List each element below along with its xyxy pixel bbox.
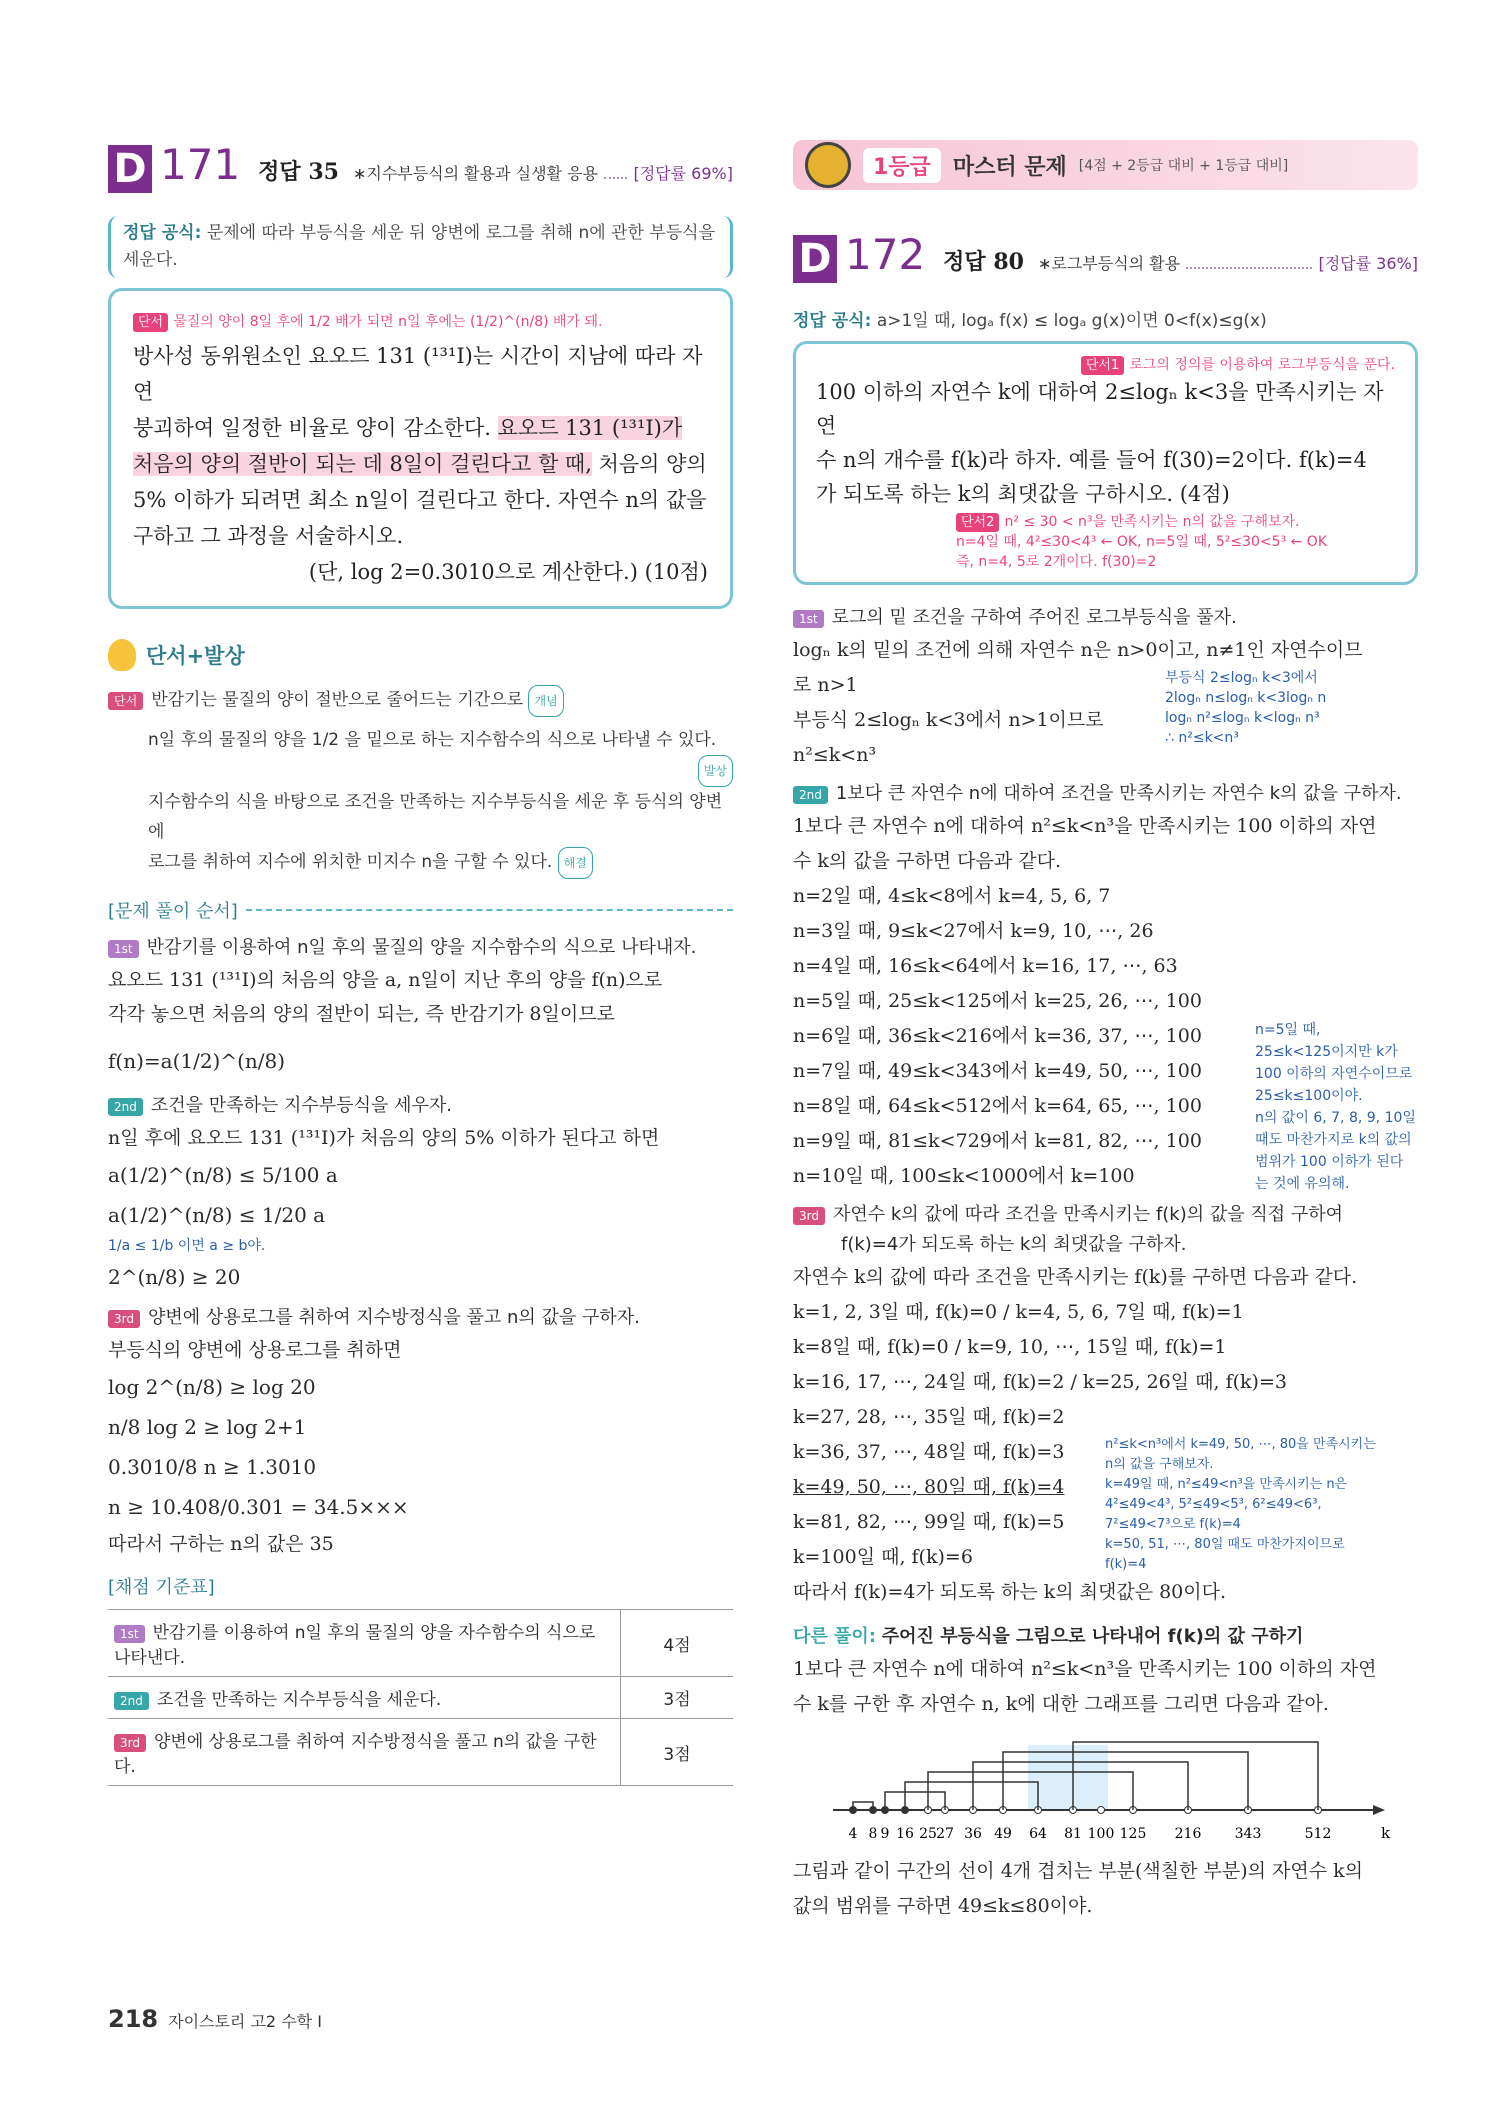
case-line: n=6일 때, 36≤k<216에서 k=36, 37, ⋯, 100 [793,1025,1202,1047]
grading-table [108,1609,733,1786]
side-note-line: n=5일 때, [1255,1022,1321,1038]
step-line: 따라서 구하는 n의 값은 35 [108,1533,334,1555]
hint-section-title [108,639,733,671]
question-text [133,338,708,590]
dot-leader [604,167,627,179]
highlight: 요오드 131 (¹³¹I)가 [497,416,683,440]
formula-line: a(1/2)^(n/8) ≤ 1/20 a [108,1203,326,1227]
case-line: n=10일 때, 100≤k<1000에서 k=100 [793,1165,1135,1187]
hint-text: 반감기는 물질의 양이 절반으로 줄어드는 기간으로 [151,690,524,710]
step-badge: 3rd [114,1734,146,1752]
question-fragment: 붕괴하여 일정한 비율로 양이 감소한다. [133,416,491,440]
step-line: 자연수 k의 값에 따라 조건을 만족시키는 f(k)를 구하면 다음과 같다. [793,1266,1358,1288]
alt-line: 값의 범위를 구하면 49≤k≤80이야. [793,1895,1093,1917]
fk-line: k=8일 때, f(k)=0 / k=9, 10, ⋯, 15일 때, f(k)=1 [793,1336,1227,1358]
problem-171 [108,140,733,1786]
solution-order-title [108,897,733,923]
hint-line: 지수함수의 식을 바탕으로 조건을 만족하는 지수부등식을 세운 후 등식의 양변에 [148,792,723,842]
fk-line: k=16, 17, ⋯, 24일 때, f(k)=2 / k=25, 26일 때, f(k)=3 [793,1371,1287,1393]
fk-line: k=1, 2, 3일 때, f(k)=0 / k=4, 5, 6, 7일 때, f(k)=1 [793,1301,1244,1323]
step-title: 로그의 밑 조건을 구하여 주어진 로그부등식을 풀자. [831,607,1237,628]
table-cell [108,1719,621,1786]
step-badge: 1st [793,610,824,628]
correct-rate: [정답률 69%] [633,164,733,183]
side-note [1255,1019,1416,1195]
hint-note: n² ≤ 30 < n³을 만족시키는 n의 값을 구해보자. [1004,514,1300,530]
question-line: 5% 이하가 되려면 최소 n일이 걸린다고 한다. 자연수 n의 값을 [133,488,707,512]
answer-formula [108,216,733,278]
table-row [108,1677,733,1719]
grade-text: 조건을 만족하는 지수부등식을 세운다. [156,1690,442,1710]
step-line: 각각 놓으면 처음의 양의 절반이 되는, 즉 반감기가 8일이므로 [108,1003,615,1025]
side-note-line: 25≤k≤100이야. [1255,1088,1363,1104]
side-note-line: 범위가 100 이하가 된다 [1255,1154,1404,1170]
topic: ∗로그부등식의 활용 [1037,254,1181,273]
answer: 정답 35 [258,159,339,185]
step-badge: 2nd [114,1692,149,1710]
side-note-line: 는 것에 유의해. [1255,1176,1350,1192]
page-number: 218 [108,2005,159,2033]
tick-label: 9 [880,1826,890,1842]
side-note-line: 25≤k<125이지만 k가 [1255,1044,1398,1060]
formula-line: n/8 log 2 ≥ log 2+1 [108,1415,307,1439]
step-line: n²≤k<n³ [793,744,877,766]
case-line: n=5일 때, 25≤k<125에서 k=25, 26, ⋯, 100 [793,990,1202,1012]
banner-sub: [4점 + 2등급 대비 + 1등급 대비] [1078,158,1289,174]
table-cell [108,1610,621,1677]
question-line: 수 n의 개수를 f(k)라 하자. 예를 들어 f(30)=2이다. f(k)=4 [816,448,1367,472]
question-box [108,288,733,609]
side-note-line: n²≤k<n³에서 k=49, 50, ⋯, 80을 만족시키는 [1105,1437,1376,1452]
step-line: 요오드 131 (¹³¹I)의 처음의 양을 a, n일이 지난 후의 양을 f(n)으로 [108,969,663,991]
formula-line: n ≥ 10.408/0.301 = 34.5××× [108,1495,409,1519]
tick-label: 216 [1174,1826,1202,1842]
tick-label: 100 [1087,1826,1115,1842]
side-note-line: 때도 마찬가지로 k의 값의 [1255,1132,1412,1148]
question-line: 방사성 동위원소인 요오드 131 (¹³¹I)는 시간이 지남에 따라 자연 [133,344,703,404]
step-line: 부등식의 양변에 상용로그를 취하면 [108,1339,402,1361]
alt-title: 주어진 부등식을 그림으로 나타내어 f(k)의 값 구하기 [881,1626,1304,1647]
axis-ticks [849,1807,1332,1843]
interval-line [885,1792,945,1810]
hint-line: n일 후의 물질의 양을 1/2 을 밑으로 하는 지수함수의 식으로 나타낼 수 있다. [148,730,717,750]
step-badge: 1st [114,1625,145,1643]
step-title: 자연수 k의 값에 따라 조건을 만족시키는 f(k)의 값을 직접 구하여 [832,1204,1344,1225]
side-note-line: 부등식 2≤logₙ k<3에서 [1165,670,1318,686]
tick-label: 25 [919,1826,937,1842]
tick-label: 125 [1119,1826,1147,1842]
tick-label: 27 [936,1826,954,1842]
step-3 [108,1303,733,1333]
tick-label: 64 [1029,1826,1047,1842]
problem-172-header [793,230,1418,288]
side-note-line: k=50, 51, ⋯, 80일 때도 마찬가지이므로 [1105,1537,1345,1552]
case-line: n=2일 때, 4≤k<8에서 k=4, 5, 6, 7 [793,885,1111,907]
alt-line: 수 k를 구한 후 자연수 n, k에 대한 그래프를 그리면 다음과 같아. [793,1693,1329,1715]
step-1 [108,933,733,963]
case-line: n=7일 때, 49≤k<343에서 k=49, 50, ⋯, 100 [793,1060,1202,1082]
step-title: 조건을 만족하는 지수부등식을 세우자. [150,1095,452,1116]
side-note-line: ∴ n²≤k<n³ [1165,730,1239,746]
formula-line: a(1/2)^(n/8) ≤ 5/100 a [108,1163,338,1187]
case-line: n=4일 때, 16≤k<64에서 k=16, 17, ⋯, 63 [793,955,1178,977]
step-title: 양변에 상용로그를 취하여 지수방정식을 풀고 n의 값을 구하자. [147,1307,640,1328]
grade-text: 양변에 상용로그를 취하여 지수방정식을 풀고 n의 값을 구한다. [114,1732,597,1777]
tick-label: 81 [1064,1826,1082,1842]
banner-title: 마스터 문제 [952,154,1067,180]
hint-tag: 단서1 [1081,356,1124,375]
page-footer [108,2005,322,2033]
idea-pill: 발상 [698,755,733,787]
problem-172 [793,140,1418,1924]
bomb-icon [805,142,851,188]
table-cell-points: 3점 [621,1677,734,1719]
tick-dot [1098,1807,1105,1814]
step-line: n일 후에 요오드 131 (¹³¹I)가 처음의 양의 5% 이하가 된다고 하면 [108,1127,660,1149]
grading-title [108,1573,733,1599]
hint-text: 로그를 취하여 지수에 위치한 미지수 n을 구할 수 있다. [148,852,553,872]
hint-tag: 단서2 [956,513,999,532]
step-line: 수 k의 값을 구하면 다음과 같다. [793,850,1061,872]
hint-line [108,847,733,879]
tick-label: 4 [848,1826,858,1842]
section-title-text: 단서+발상 [146,644,245,668]
formula-text: a>1일 때, logₐ f(x) ≤ logₐ g(x)이면 0<f(x)≤g(x) [876,311,1267,331]
tick-label: 49 [994,1826,1012,1842]
highlight: 처음의 양의 절반이 되는 데 8일이 걸린다고 할 때, [133,452,592,476]
order-title-text: [문제 풀이 순서] [108,901,238,922]
fk-line: k=81, 82, ⋯, 99일 때, f(k)=5 [793,1511,1065,1533]
lightbulb-icon [108,639,136,671]
hint-tag: 단서 [133,313,168,332]
formula-text: 문제에 따라 부등식을 세운 뒤 양변에 로그를 취해 n에 관한 부등식을 세운다. [123,223,716,270]
side-note-line: 7²≤49<7³으로 f(k)=4 [1105,1517,1241,1532]
side-note-line: n의 값을 구해보자. [1105,1457,1214,1472]
step-title-line2: f(k)=4가 되도록 하는 k의 최댓값을 구하자. [841,1234,1187,1255]
fk-line: k=49, 50, ⋯, 80일 때, f(k)=4 [793,1476,1065,1498]
question-text [816,375,1395,511]
step-badge: 3rd [793,1207,825,1225]
formula-line: 0.3010/8 n ≥ 1.3010 [108,1455,317,1479]
table-cell-points: 4점 [621,1610,734,1677]
step-line: logₙ k의 밑의 조건에 의해 자연수 n은 n>0이고, n≠1인 자연수이므 [793,639,1363,661]
question-condition: (단, log 2=0.3010으로 계산한다.) (10점) [308,560,708,584]
step-badge: 3rd [108,1310,140,1328]
hint-note-line: 즉, n=4, 5로 2개이다. f(30)=2 [956,554,1157,570]
question-line: 가 되도록 하는 k의 최댓값을 구하시오. (4점) [816,482,1230,506]
dash-line [246,909,733,911]
step-2 [108,1091,733,1121]
formula-line: log 2^(n/8) ≥ log 20 [108,1375,316,1399]
side-note-line: f(k)=4 [1105,1557,1147,1572]
step-badge: 1st [108,940,139,958]
alt-line: 1보다 큰 자연수 n에 대하여 n²≤k<n³을 만족시키는 100 이하의 자연 [793,1658,1377,1680]
solve-pill: 해결 [558,847,593,879]
step-1 [793,603,1418,633]
correct-rate: [정답률 36%] [1318,254,1418,273]
section-letter: D [108,145,152,193]
alt-line: 그림과 같이 구간의 선이 4개 겹치는 부분(색칠한 부분)의 자연수 k의 [793,1860,1363,1882]
banner-level: 1등급 [863,148,941,183]
case-line: n=3일 때, 9≤k<27에서 k=9, 10, ⋯, 26 [793,920,1154,942]
master-banner [793,140,1418,190]
side-note: 1/a ≤ 1/b 이면 a ≥ b야. [108,1238,266,1254]
answer-formula [793,306,1418,331]
step-badge: 2nd [793,786,828,804]
side-note [1165,668,1326,748]
table-row [108,1719,733,1786]
table-cell-points: 3점 [621,1719,734,1786]
dot-leader [1186,257,1312,269]
shaded-region [1028,1745,1108,1810]
hint-line [108,685,733,717]
step-line: 1보다 큰 자연수 n에 대하여 n²≤k<n³을 만족시키는 100 이하의 자연 [793,815,1377,837]
question-line: 100 이하의 자연수 k에 대하여 2≤logₙ k<3을 만족시키는 자연 [816,380,1384,438]
topic: ∗지수부등식의 활용과 실생활 응용 [352,164,599,183]
answer: 정답 80 [943,249,1024,275]
step-3 [793,1200,1418,1230]
problem-number: 172 [845,230,926,279]
alt-label: 다른 풀이: [793,1626,877,1647]
side-note-line: logₙ n²≤logₙ k<logₙ n³ [1165,710,1320,726]
fk-line: k=36, 37, ⋯, 48일 때, f(k)=3 [793,1441,1065,1463]
hint-note-line: n=4일 때, 4²≤30<4³ ← OK, n=5일 때, 5²≤30<5³ ← OK [956,534,1328,550]
step-title: 1보다 큰 자연수 n에 대하여 조건을 만족시키는 자연수 k의 값을 구하자. [835,783,1402,804]
hint-badge: 단서 [108,692,143,710]
axis-arrow [1373,1805,1385,1815]
tick-label: 343 [1234,1826,1262,1842]
concept-pill: 개념 [528,685,563,717]
case-line: n=9일 때, 81≤k<729에서 k=81, 82, ⋯, 100 [793,1130,1202,1152]
step-title: 반감기를 이용하여 n일 후의 물질의 양을 지수함수의 식으로 나타내자. [146,937,697,958]
fk-line: k=100일 때, f(k)=6 [793,1546,973,1568]
formula-line: 2^(n/8) ≥ 20 [108,1265,241,1289]
question-line [133,410,708,446]
side-note-line: 100 이하의 자연수이므로 [1255,1066,1413,1082]
case-line: n=8일 때, 64≤k<512에서 k=64, 65, ⋯, 100 [793,1095,1202,1117]
side-note [1105,1435,1376,1575]
axis-label: k [1381,1824,1391,1842]
hint-note: 물질의 양이 8일 후에 1/2 배가 되면 n일 후에는 (1/2)^(n/8) 배가 돼. [173,314,603,330]
interval-line [905,1782,1038,1810]
tick-label: 36 [964,1826,982,1842]
step-badge: 2nd [108,1098,143,1116]
tick-label: 512 [1304,1826,1332,1842]
formula-label: 정답 공식: [123,223,202,243]
question-fragment: 처음의 양의 [598,452,707,476]
step-2 [793,779,1418,809]
grade-text: 반감기를 이용하여 n일 후의 물질의 양을 자수함수의 식으로 나타낸다. [114,1623,596,1668]
side-note-line: 2logₙ n≤logₙ k<3logₙ n [1165,690,1327,706]
side-note-line: k=49일 때, n²≤49<n³을 만족시키는 n은 [1105,1477,1348,1492]
section-letter: D [793,235,837,283]
hint-note: 로그의 정의를 이용하여 로그부등식을 푼다. [1129,357,1395,373]
tick-label: 8 [868,1826,878,1842]
interval-diagram [833,1730,1393,1850]
question-box [793,341,1418,585]
step-line: 로 n>1 [793,674,858,696]
grading-title-text: [채점 기준표] [108,1577,215,1598]
problem-171-header [108,140,733,198]
problem-number: 171 [160,140,241,189]
fk-line: k=27, 28, ⋯, 35일 때, f(k)=2 [793,1406,1065,1428]
tick-label: 16 [896,1826,914,1842]
side-note-line: 4²≤49<4³, 5²≤49<5³, 6²≤49<6³, [1105,1497,1322,1512]
book-title: 자이스토리 고2 수학 I [168,2012,322,2031]
question-line: 구하고 그 과정을 서술하시오. [133,524,404,548]
side-note-line: n의 값이 6, 7, 8, 9, 10일 [1255,1110,1416,1126]
formula-line: f(n)=a(1/2)^(n/8) [108,1049,286,1073]
conclusion: 따라서 f(k)=4가 되도록 하는 k의 최댓값은 80이다. [793,1581,1227,1603]
formula-label: 정답 공식: [793,311,872,331]
step-line: 부등식 2≤logₙ k<3에서 n>1이므로 [793,709,1104,731]
hint-block [108,685,733,879]
table-row [108,1610,733,1677]
question-line [133,446,708,482]
table-cell [108,1677,621,1719]
alt-solution-title [793,1622,1418,1652]
